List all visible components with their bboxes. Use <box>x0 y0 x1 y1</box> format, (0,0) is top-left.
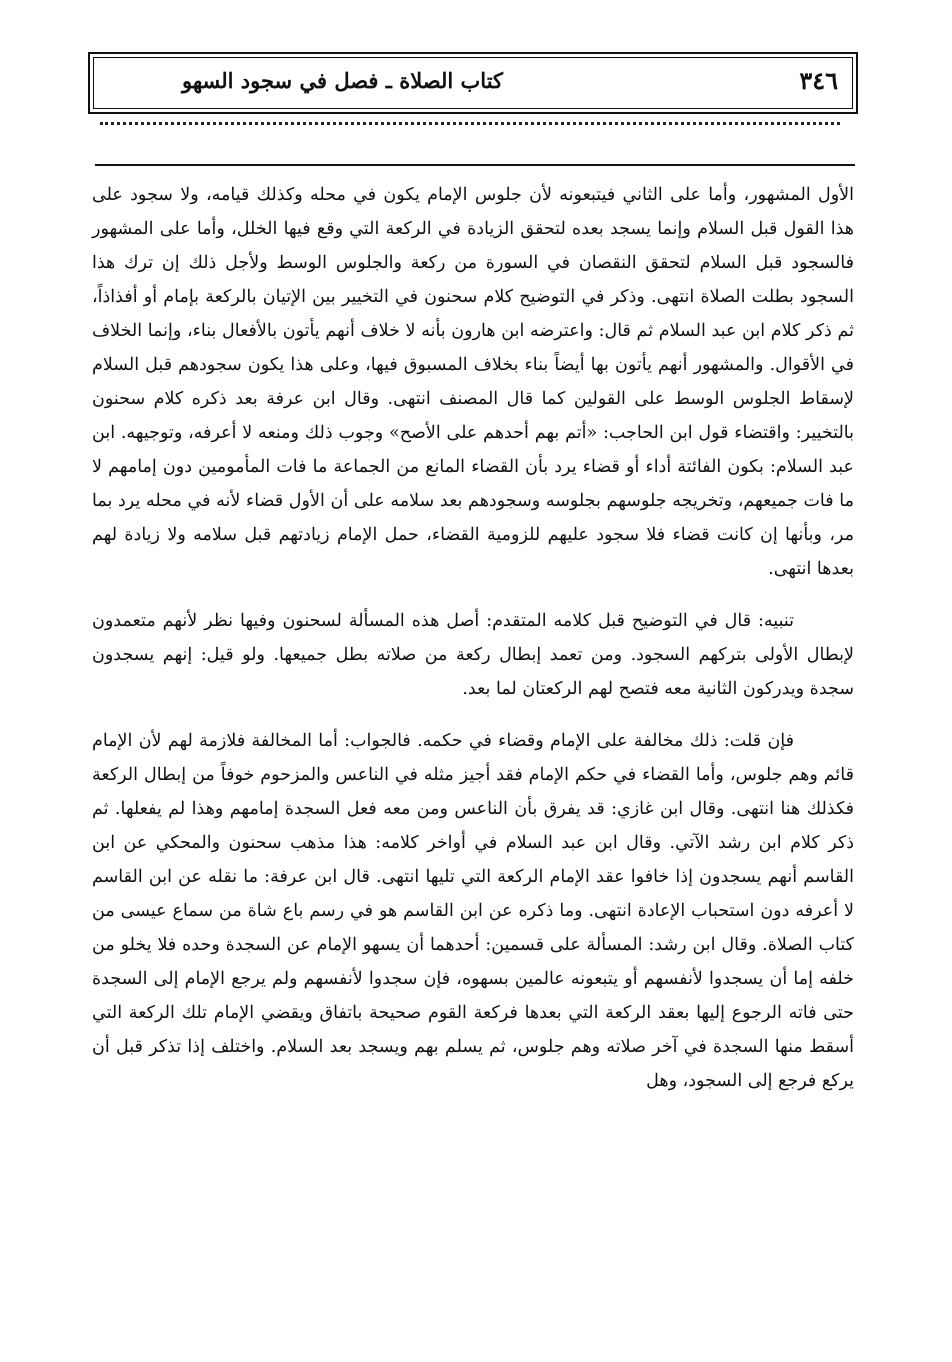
header-rule <box>95 164 855 166</box>
paragraph: الأول المشهور، وأما على الثاني فيتبعونه لأن جلوس الإمام يكون في محله وكذلك قيامه، ولا سجود على هذا القول قبل السلام وإنما يسجد بعده لتحقق الزيادة في الركعة التي وقع فيها الخلل، وأما على المشهور فالسجود قبل السلام لتحقق النقصان في السورة من ركعة والجلوس الوسط ولأجل ذلك إن ترك هذا السجود بطلت الصلاة انتهى. وذكر في التوضيح كلام سحنون في التخيير بين الإتيان بالركعة بإمام أو أفذاذاً، ثم ذكر كلام ابن عبد السلام ثم قال: واعترضه ابن هارون بأنه لا خلاف أنهم يأتون بالأفعال بناء، وإنما الخلاف في الأقوال. والمشهور أنهم يأتون بها أيضاً بناء بخلاف المسبوق فيها، وعلى هذا يكون سجودهم قبل السلام لإسقاط الجلوس الوسط على القولين كما قال المصنف انتهى. وقال ابن عرفة بعد ذكره كلام سحنون بالتخيير: واقتضاء قول ابن الحاجب: «أتم بهم أحدهم على الأصح» وجوب ذلك ومنعه لا أعرفه، وتوجيهه. ابن عبد السلام: بكون الفائتة أداء أو قضاء يرد بأن القضاء المانع من الجماعة ما فات المأمومين دون إمامهم لا ما فات جميعهم، وتخريجه جلوسهم بجلوسه وسجودهم بعد سلامه على أن الأول قضاء لأنه في محله يرد بما مر، وبأنها إن كانت قضاء فلا سجود عليهم للزومية القضاء، حمل الإمام زيادتهم قبل سلامه ولا زيادة لهم بعدها انتهى. <box>92 185 855 579</box>
running-title: كتاب الصلاة ـ فصل في سجود السهو <box>182 68 504 93</box>
running-header <box>88 52 858 114</box>
paragraph: فإن قلت: ذلك مخالفة على الإمام وقضاء في حكمه. فالجواب: أما المخالفة فلازمة لهم لأن الإمام قائم وهم جلوس، وأما القضاء في حكم الإمام فقد أجيز مثله في الناعس والمزحوم خوفاً من إبطال الركعة فكذلك هنا انتهى. وقال ابن غازي: قد يفرق بأن الناعس ومن معه فعل السجدة إمامهم وهذا لم يفعلها. ثم ذكر كلام ابن رشد الآتي. وقال ابن عبد السلام في أواخر كلامه: هذا مذهب سحنون والمحكي عن ابن القاسم أنهم يسجدون إذا خافوا عقد الإمام الركعة التي تليها انتهى. قال ابن عرفة: ما نقله عن ابن القاسم لا أعرفه دون استحباب الإعادة انتهى. وما ذكره عن ابن القاسم هو في رسم باع شاة من سماع عيسى من كتاب الصلاة. وقال ابن رشد: المسألة على قسمين: أحدهما أن يسهو الإمام عن السجدة وحده فلا يخلو من خلفه إما أن يسجدوا لأنفسهم أو يتبعونه عالمين بسهوه، فإن سجدوا لأنفسهم ولم يرجع الإمام إلى السجدة حتى فاته الرجوع إليها بعقد الركعة التي بعدها فركعة القوم صحيحة باتفاق ويقضي الإمام تلك الركعة التي أسقط منها السجدة في آخر صلاته وهم جلوس، ثم يسلم بهم ويسجد بعد السلام. واختلف إذا تذكر قبل أن يركع فرجع إلى السجود، وهل <box>92 731 854 1091</box>
body-text <box>92 178 854 1098</box>
dotted-separator <box>100 122 840 125</box>
paragraph: تنبيه: قال في التوضيح قبل كلامه المتقدم: أصل هذه المسألة لسحنون وفيها نظر لأنهم متعمدون لإبطال الأولى بتركهم السجود. ومن تعمد إبطال ركعة من صلاته بطل جميعها. ولو قيل: إنهم يسجدون سجدة ويدركون الثانية معه فتصح لهم الركعتان لما بعد. <box>92 611 854 699</box>
page-number: ٣٤٦ <box>799 66 838 95</box>
